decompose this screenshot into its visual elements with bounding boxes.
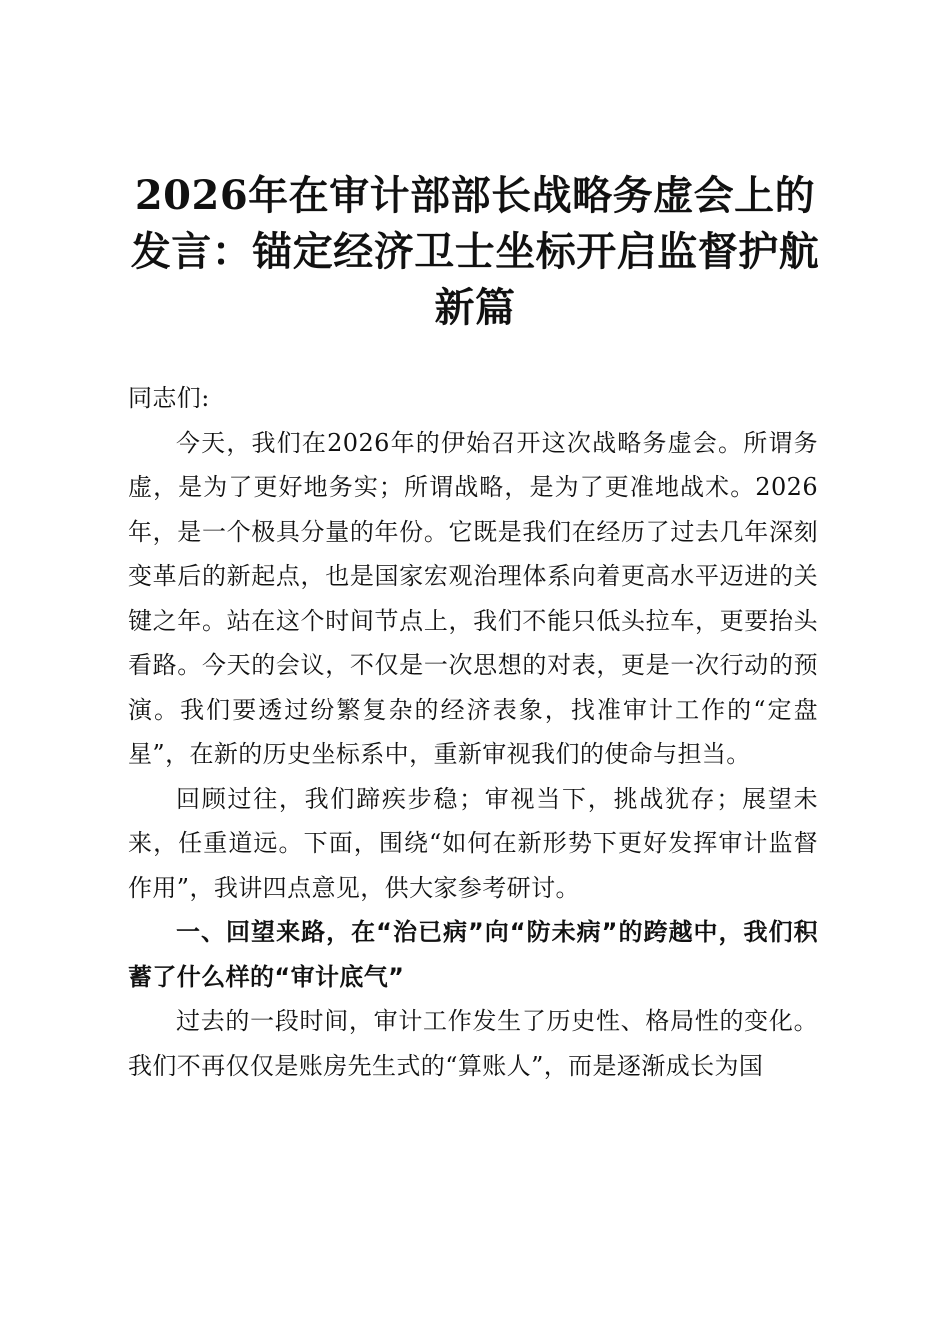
document-body	[128, 376, 818, 1088]
document-title: 2026年在审计部部长战略务虚会上的发言：锚定经济卫士坐标开启监督护航新篇	[130, 172, 820, 331]
paragraph-overview: 回顾过往，我们蹄疾步稳；审视当下，挑战犹存；展望未来，任重道远。下面，围绕“如何在新形势下更好发挥审计监督作用”，我讲四点意见，供大家参考研讨。	[128, 784, 818, 902]
salutation: 同志们:	[128, 384, 210, 412]
section-heading: 一、回望来路，在“治已病”向“防未病”的跨越中，我们积蓄了什么样的“审计底气”	[128, 918, 818, 991]
paragraph-opening: 今天，我们在2026年的伊始召开这次战略务虚会。所谓务虚，是为了更好地务实；所谓战略，是为了更准地战术。2026年，是一个极具分量的年份。它既是我们在经历了过去几年深刻变革后的新起点，也是国家宏观治理体系向着更高水平迈进的关键之年。站在这个时间节点上，我们不能只低头拉车，更要抬头看路。今天的会议，不仅是一次思想的对表，更是一次行动的预演。我们要透过纷繁复杂的经济表象，找准审计工作的“定盘星”，在新的历史坐标系中，重新审视我们的使命与担当。	[128, 428, 818, 768]
paragraph-section-one: 过去的一段时间，审计工作发生了历史性、格局性的变化。我们不再仅仅是账房先生式的“算账人”，而是逐渐成长为国	[128, 1007, 818, 1080]
